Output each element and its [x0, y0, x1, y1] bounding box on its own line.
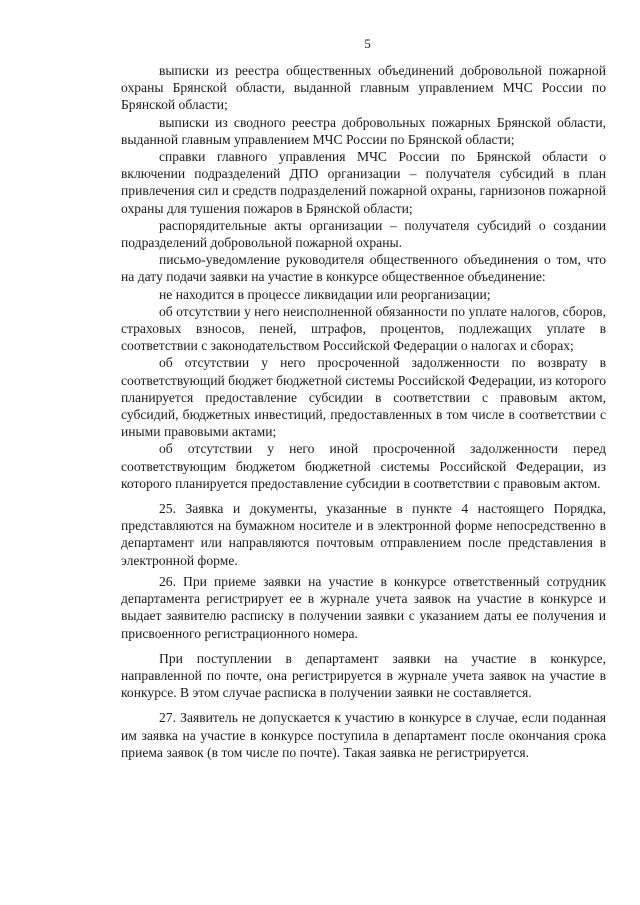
paragraph-item-27: 27. Заявитель не допускается к участию в конкурсе в случае, если поданная им заявка на участие в конкурсе поступила в департамент после окончания срока приема заявок (в том числе по почте). Такая заявка не регистрируется.	[121, 710, 606, 760]
paragraph-administrative-acts: распорядительные акты организации – получателя субсидий о создании подразделений добровольной пожарной охраны.	[121, 217, 606, 251]
paragraph-no-tax-debt: об отсутствии у него неисполненной обязанности по уплате налогов, сборов, страховых взносов, пеней, штрафов, процентов, подлежащих уплате в соответствии с законодательством Российской Федерации о налогах и сборах;	[121, 303, 606, 354]
paragraph-no-other-debt: об отсутствии у него иной просроченной задолженности перед соответствующим бюджетом бюджетной системы Российской Федерации, из которого планируется предоставление субсидии в соответствии с правовым актом.	[121, 441, 606, 491]
paragraph-mchs-certificate: справки главного управления МЧС России по Брянской области о включении подразделений ДПО организации – получателя субсидий в план привлечения сил и средств подразделений пожарной охраны, гарнизонов пожарной охраны для тушения пожаров в Брянской области;	[121, 149, 606, 216]
paragraph-no-liquidation: не находится в процессе ликвидации или реорганизации;	[159, 286, 491, 302]
paragraph-postal-registration: При поступлении в департамент заявки на участие в конкурсе, направленной по почте, она регистрируется в журнале учета заявок на участие в конкурсе. В этом случае расписка в получении заявки не составляется.	[121, 650, 606, 701]
paragraph-item-26: 26. При приеме заявки на участие в конкурсе ответственный сотрудник департамента регистрирует ее в журнале учета заявок на участие в конкурсе и выдает заявителю расписку в получении заявки с указанием даты ее получения и присвоенного регистрационного номера.	[121, 573, 606, 641]
paragraph-no-overdue-refund: об отсутствии у него просроченной задолженности по возврату в соответствующий бюджет бюджетной системы Российской Федерации, из которого планируется предоставление субсидии в соответствии с правовым актом, субсидий, бюджетных инвестиций, предоставленных в том числе в соответствии с иными правовыми актами;	[121, 355, 606, 440]
paragraph-firefighters-registry: выписки из сводного реестра добровольных пожарных Брянской области, выданной главным управлением МЧС России по Брянской области;	[121, 114, 606, 147]
paragraph-item-25: 25. Заявка и документы, указанные в пункте 4 настоящего Порядка, представляются на бумажном носителе и в электронной форме непосредственно в департамент или направляются почтовым отправлением после представления в электронной форме.	[121, 501, 606, 568]
page-number: 5	[364, 36, 371, 51]
paragraph-registry-extract: выписки из реестра общественных объединений добровольной пожарной охраны Брянской области, выданной главным управлением МЧС России по Брянской области;	[121, 63, 606, 113]
paragraph-notification-letter: письмо-уведомление руководителя общественного объединения о том, что на дату подачи заявки на участие в конкурсе общественное объединение:	[121, 252, 606, 285]
